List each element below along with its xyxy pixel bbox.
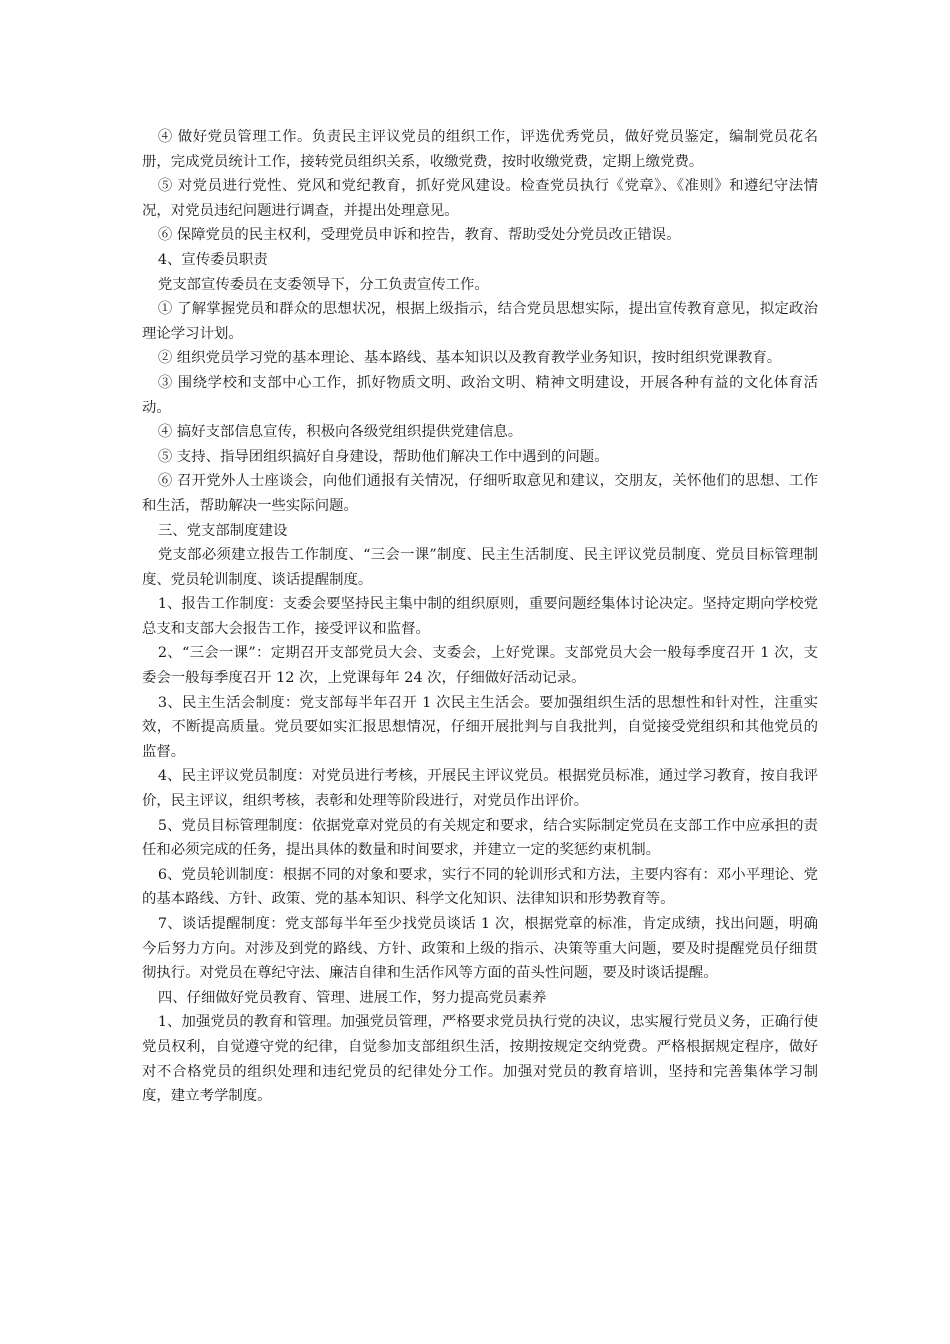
paragraph-propaganda-4: ④ 搞好支部信息宣传，积极向各级党组织提供党建信息。 — [157, 424, 523, 441]
document-body — [142, 125, 818, 1109]
paragraph-party-education: ⑤ 对党员进行党性、党风和党纪教育，抓好党风建设。检查党员执行《党章》、《准则》和遵纪守法情况，对党员违纪问题进行调查，并提出处理意见。 — [142, 178, 818, 219]
paragraph-propaganda-intro: 党支部宣传委员在支委领导下，分工负责宣传工作。 — [157, 276, 489, 293]
paragraph-democratic-rights: ⑥ 保障党员的民主权利，受理党员申诉和控告，教育、帮助受处分党员改正错误。 — [157, 227, 681, 244]
paragraph-system-3: 3、民主生活会制度：党支部每半年召开 1 次民主生活会。要加强组织生活的思想性和针对性，注重实效，不断提高质量。党员要如实汇报思想情况，仔细开展批判与自我批判，自觉接受党组织和其他党员的监督。 — [142, 694, 818, 760]
paragraph-propaganda-1: ① 了解掌握党员和群众的思想状况，根据上级指示，结合党员思想实际，提出宣传教育意见，拟定政治理论学习计划。 — [142, 301, 818, 342]
paragraph-propaganda-5: ⑤ 支持、指导团组织搞好自身建设，帮助他们解决工作中遇到的问题。 — [157, 448, 609, 465]
paragraph-system-5: 5、党员目标管理制度：依据党章对党员的有关规定和要求，结合实际制定党员在支部工作中应承担的责任和必须完成的任务，提出具体的数量和时间要求，并建立一定的奖惩约束机制。 — [142, 817, 818, 859]
paragraph-system-2: 2、“三会一课”：定期召开支部党员大会、支委会，上好党课。支部党员大会一般每季度召开 1 次，支委会一般每季度召开 12 次，上党课每年 24 次，仔细做好活动记录。 — [142, 645, 818, 687]
paragraph-system-intro: 党支部必须建立报告工作制度、“三会一课”制度、民主生活制度、民主评议党员制度、党员目标管理制度、党员轮训制度、谈话提醒制度。 — [142, 547, 818, 588]
paragraph-propaganda-6: ⑥ 召开党外人士座谈会，向他们通报有关情况，仔细听取意见和建议，交朋友，关怀他们的思想、工作和生活，帮助解决一些实际问题。 — [142, 473, 818, 514]
section-heading-propaganda: 4、宣传委员职责 — [157, 251, 268, 268]
paragraph-system-7: 7、谈话提醒制度：党支部每半年至少找党员谈话 1 次，根据党章的标准，肯定成绩，找出问题，明确今后努力方向。对涉及到党的路线、方针、政策和上级的指示、决策等重大问题，要及时提醒党员仔细贯彻执行。对党员在尊纪守法、廉洁自律和生活作风等方面的苗头性问题，要及时谈话提醒。 — [142, 916, 818, 982]
paragraph-system-6: 6、党员轮训制度：根据不同的对象和要求，实行不同的轮训形式和方法，主要内容有：邓小平理论、党的基本路线、方针、政策、党的基本知识、科学文化知识、法律知识和形势教育等。 — [142, 866, 818, 908]
paragraph-education-1: 1、加强党员的教育和管理。加强党员管理，严格要求党员执行党的决议，忠实履行党员义务，正确行使党员权利，自觉遵守党的纪律，自觉参加支部组织生活，按期按规定交纳党费。严格根据规定程序，做好对不合格党员的组织处理和违纪党员的纪律处分工作。加强对党员的教育培训，坚持和完善集体学习制度，建立考学制度。 — [142, 1014, 818, 1105]
paragraph-propaganda-2: ② 组织党员学习党的基本理论、基本路线、基本知识以及教育教学业务知识，按时组织党课教育。 — [157, 350, 782, 367]
paragraph-propaganda-3: ③ 围绕学校和支部中心工作，抓好物质文明、政治文明、精神文明建设，开展各种有益的文化体育活动。 — [142, 374, 818, 416]
section-heading-system: 三、党支部制度建设 — [157, 522, 288, 539]
section-heading-education: 四、仔细做好党员教育、管理、进展工作，努力提高党员素养 — [157, 989, 547, 1006]
paragraph-system-1: 1、报告工作制度：支委会要坚持民主集中制的组织原则，重要问题经集体讨论决定。坚持定期向学校党总支和支部大会报告工作，接受评议和监督。 — [142, 596, 818, 637]
paragraph-system-4: 4、民主评议党员制度：对党员进行考核，开展民主评议党员。根据党员标准，通过学习教育，按自我评价，民主评议，组织考核，表彰和处理等阶段进行，对党员作出评价。 — [142, 768, 818, 810]
paragraph-member-management: ④ 做好党员管理工作。负责民主评议党员的组织工作，评选优秀党员，做好党员鉴定，编制党员花名册，完成党员统计工作，接转党员组织关系，收缴党费，按时收缴党费，定期上缴党费。 — [142, 129, 818, 170]
